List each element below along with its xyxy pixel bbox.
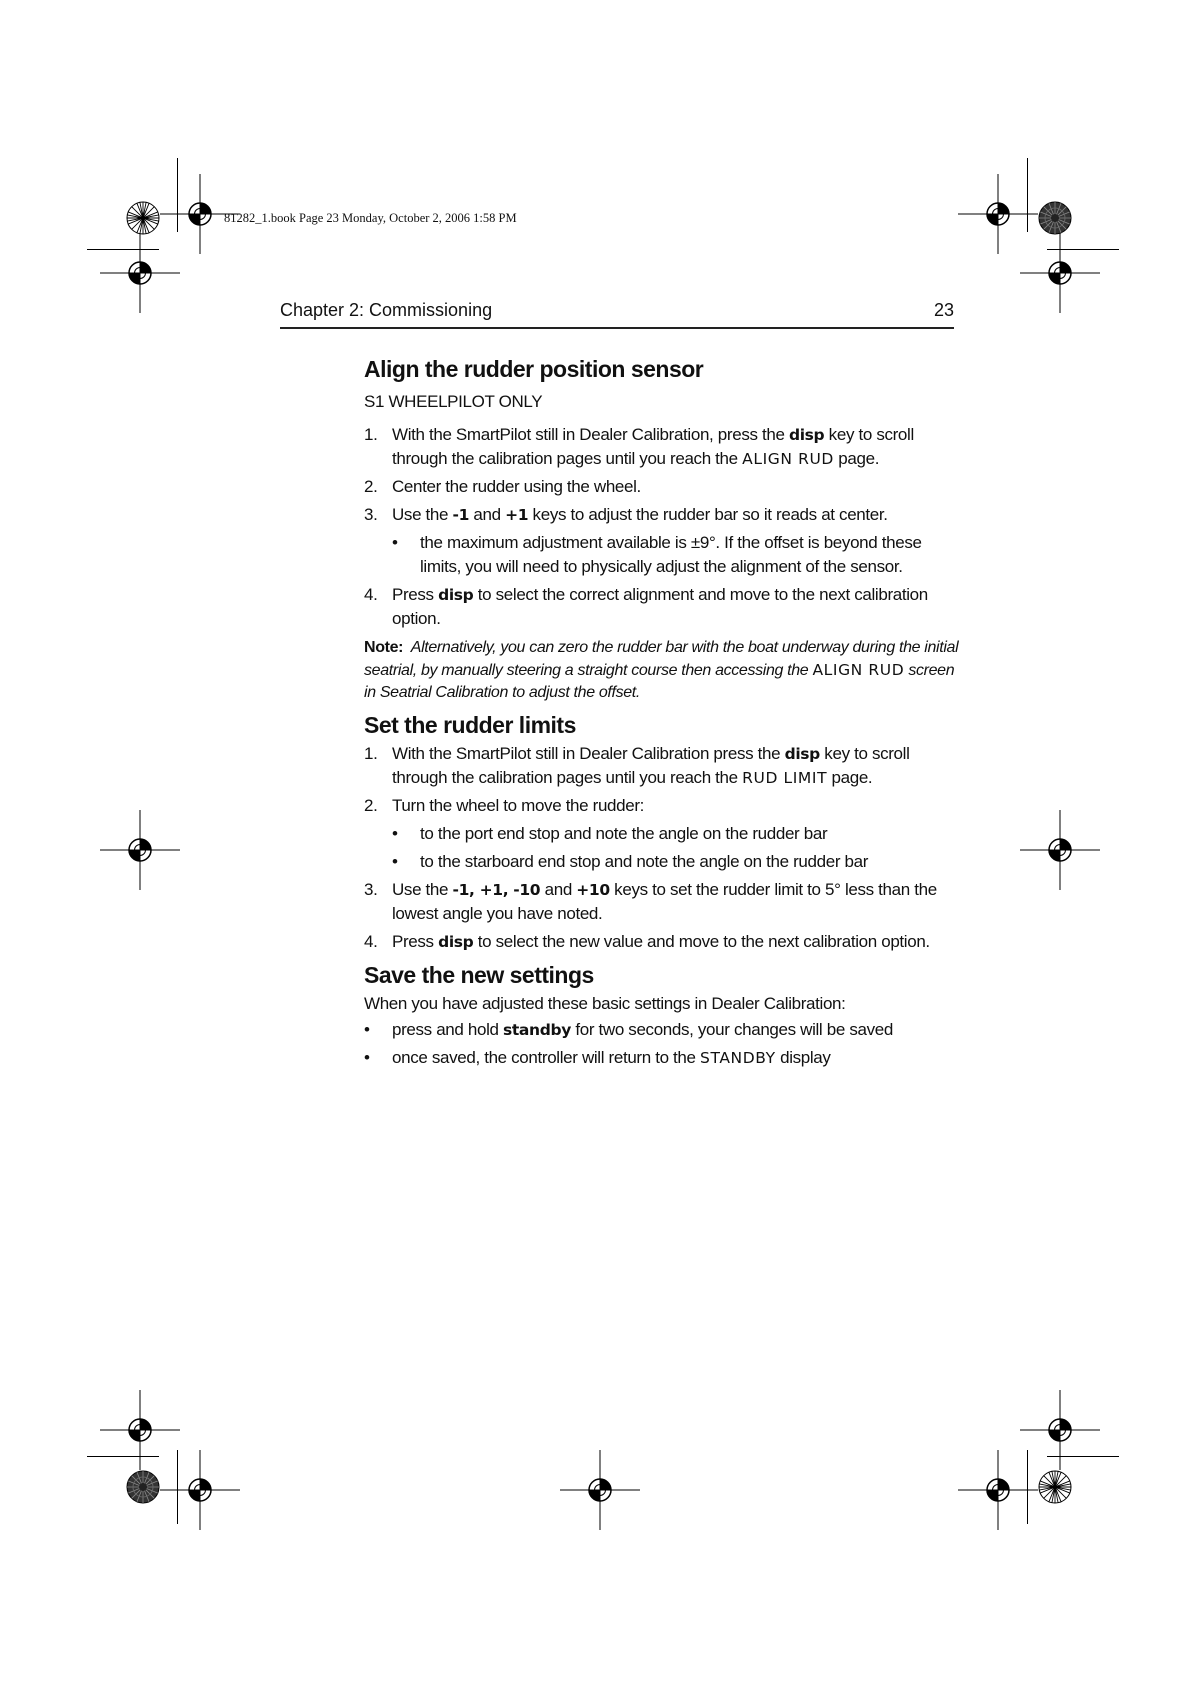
list-item: • to the starboard end stop and note the angle on the rudder bar xyxy=(392,850,964,874)
list-item: 2. Center the rudder using the wheel. xyxy=(364,477,641,496)
list-item: 3. Use the -1, +1, -10 and +10 keys to set the rudder limit to 5° less than the lowest angle you have noted. xyxy=(364,880,937,923)
list-item: • once saved, the controller will return to the STANDBY display xyxy=(364,1046,964,1070)
list-item: 4. Press disp to select the correct alignment and move to the next calibration option. xyxy=(364,585,928,628)
chapter-title: Chapter 2: Commissioning xyxy=(280,300,493,320)
section-title-align: Align the rudder position sensor xyxy=(364,356,704,382)
save-bullets xyxy=(364,1018,964,1070)
list-item: 2. Turn the wheel to move the rudder: • to the port end stop and note the angle on the rudder bar • to the starboard end stop and note the angle on the rudder bar xyxy=(364,794,964,874)
note: Note: Alternatively, you can zero the rudder bar with the boat underway during the initial seatrial, by manually steering a straight course then accessing the ALIGN RUD screen in Seatrial Calibration to adjust the offset. xyxy=(364,639,959,701)
list-item: 1. With the SmartPilot still in Dealer Calibration press the disp key to scroll through the calibration pages until you reach the RUD LIMIT page. xyxy=(364,744,910,787)
header-rule xyxy=(280,327,954,329)
sub-bullets xyxy=(392,531,964,579)
section-subtitle: S1 WHEELPILOT ONLY xyxy=(364,392,543,411)
sub-bullets xyxy=(392,822,964,874)
section-title-save: Save the new settings xyxy=(364,962,594,988)
running-header xyxy=(280,300,954,321)
list-item: • press and hold standby for two seconds, your changes will be saved xyxy=(364,1018,964,1042)
section-title-limits: Set the rudder limits xyxy=(364,712,576,738)
print-slug: 81282_1.book Page 23 Monday, October 2, 2006 1:58 PM xyxy=(224,211,517,225)
page-number: 23 xyxy=(933,300,954,320)
page-content xyxy=(364,354,964,1074)
list-item: 1. With the SmartPilot still in Dealer Calibration, press the disp key to scroll through the calibration pages until you reach the ALIGN RUD page. xyxy=(364,425,914,468)
list-item: • to the port end stop and note the angle on the rudder bar xyxy=(392,822,964,846)
list-item: 4. Press disp to select the new value and move to the next calibration option. xyxy=(364,932,930,951)
align-steps xyxy=(364,423,964,631)
save-intro: When you have adjusted these basic settings in Dealer Calibration: xyxy=(364,994,846,1013)
list-item: • the maximum adjustment available is ±9°. If the offset is beyond these limits, you will need to physically adjust the alignment of the sensor. xyxy=(392,531,964,579)
list-item: 3. Use the -1 and +1 keys to adjust the rudder bar so it reads at center. • the maximum adjustment available is ±9°. If the offset is beyond these limits, you will need to physically adjust the alignment of the sensor. xyxy=(364,503,964,579)
limits-steps xyxy=(364,742,964,954)
